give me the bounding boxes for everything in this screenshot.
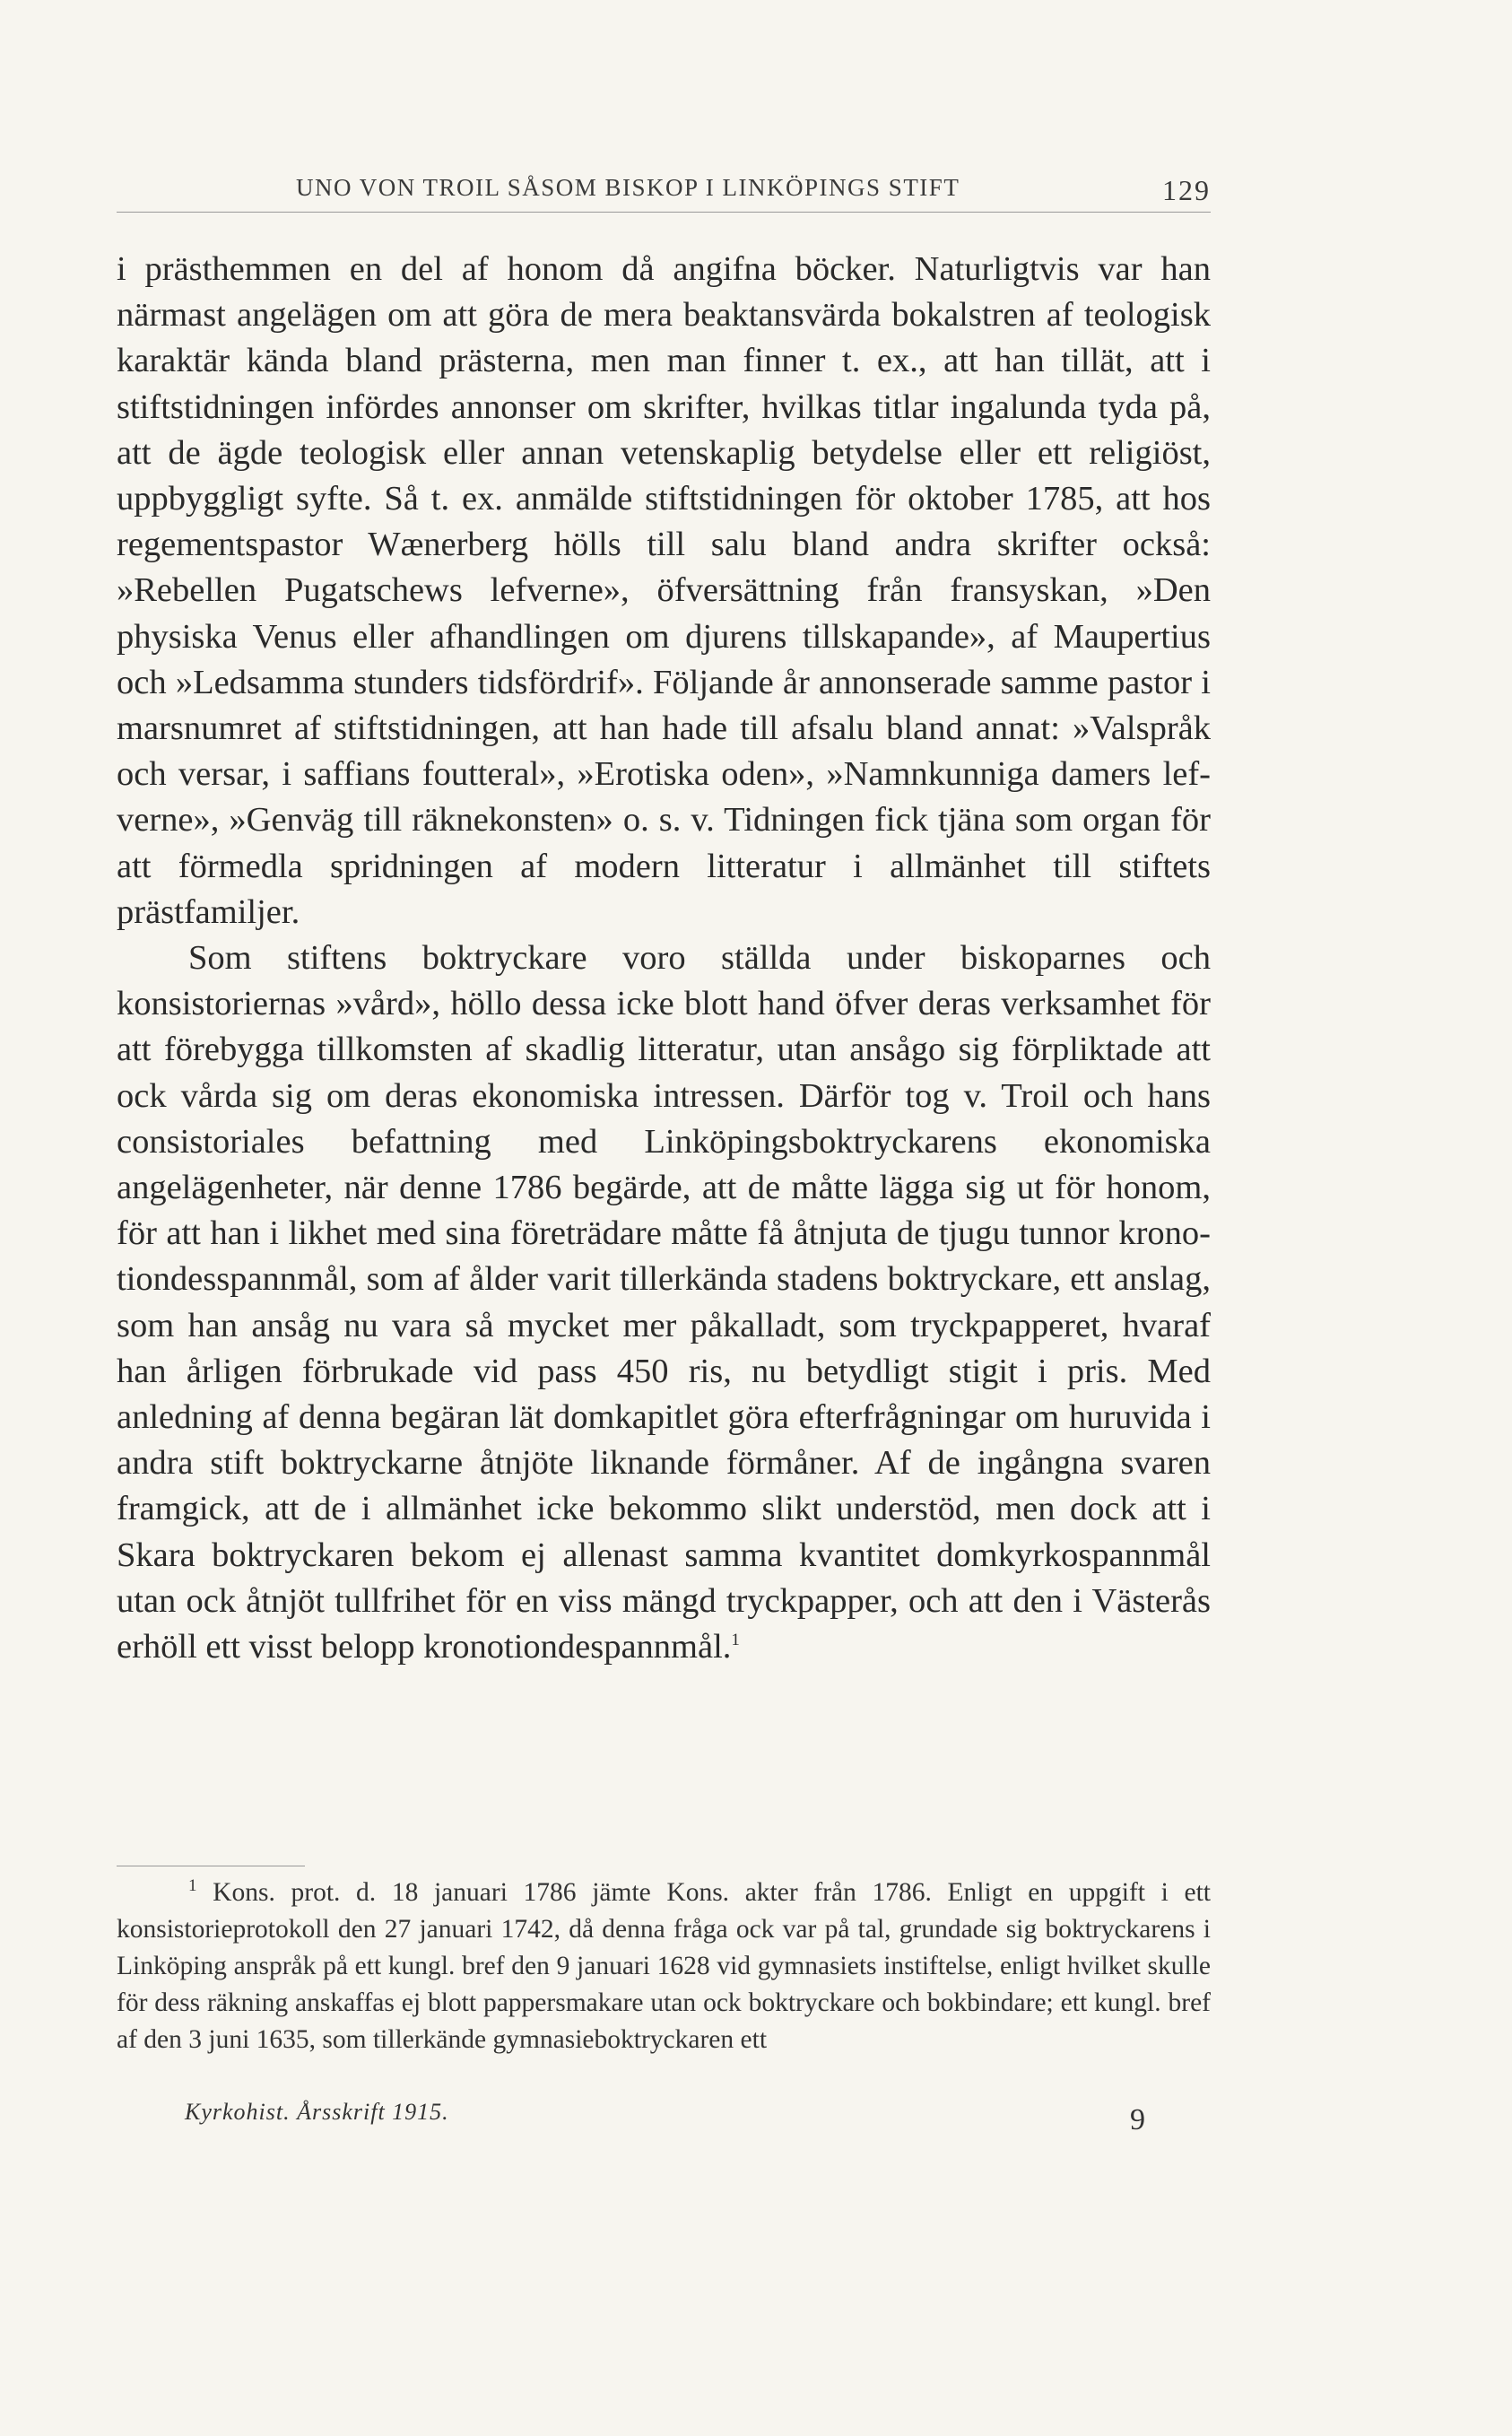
running-title: UNO VON TROIL SÅSOM BISKOP I LINKÖPINGS STIFT [296,174,960,201]
signature-line: Kyrkohist. Årsskrift 1915. [185,2099,449,2125]
paragraph-2-text: Som stiftens boktryckare voro ställda under biskoparnes och konsistoriernas »vård», höllo dessa icke blott hand öfver deras verksamhet för att förebygga tillkomsten af skadlig litteratur, utan ansågo sig förpliktade att ock vårda sig om deras ekonomiska intressen. Därför tog v. Troil och hans consistoriales befattning med Linköpingsboktryckarens ekonomiska angelägenheter, när denne 1786 begärde, att de måtte lägga sig ut för honom, för att han i likhet med sina företrädare måtte få åtnjuta de tjugu tunnor kronotiondesspannmål, som af ålder varit tillerkända stadens boktryckare, ett anslag, som han ansåg nu vara så mycket mer påkalladt, som tryckpapperet, hvaraf han årligen förbrukade vid pass 450 ris, nu betydligt stigit i pris. Med anledning af denna begäran lät domkapitlet göra efterfrågningar om huruvida i andra stift boktryckarne åtnjöte liknande förmåner. Af de ingångna svaren framgick, att de i allmänhet icke bekommo slikt understöd, men dock att i Skara boktryckaren bekom ej allenast samma kvantitet domkyrkospannmål utan ock åtnjöt tullfrihet för en viss mängd tryckpapper, och att den i Västerås erhöll ett visst belopp kronotiondespannmål. [117,939,1211,1666]
running-head [117,174,1211,210]
paragraph-2 [117,935,1211,1670]
page-number: 129 [1162,174,1211,206]
header-rule [117,212,1211,213]
footnote [117,1875,1211,2058]
footnote-paragraph [117,1875,1211,2058]
signature-mark: 9 [1130,2103,1145,2136]
footnote-reference: 1 [731,1631,740,1650]
footnote-mark: 1 [188,1876,197,1896]
footnote-text: Kons. prot. d. 18 januari 1786 jämte Kons. akter från 1786. Enligt en uppgift i ett konsistorieprotokoll den 27 januari 1742, då denna fråga ock var på tal, grundade sig boktryckarens i Linköping anspråk på ett kungl. bref den 9 januari 1628 vid gymnasiets instiftelse, enligt hvilket skulle för dess räkning anskaffas ej blott pappersmakare utan ock boktryckare och bokbindare; ett kungl. bref af den 3 juni 1635, som tillerkände gymnasieboktryckaren ett [117,1878,1211,2054]
paragraph-1: i prästhemmen en del af honom då angifna böcker. Naturligtvis var han närmast angelägen om att göra de mera beaktansvärda bokalstren af teologisk karaktär kända bland prästerna, men man finner t. ex., att han tillät, att i stiftstidningen infördes annonser om skrifter, hvilkas titlar ingalunda tyda på, att de ägde teologisk eller annan vetenskaplig betydelse eller ett religiöst, uppbyggligt syfte. Så t. ex. anmälde stiftstidningen för oktober 1785, att hos regementspastor Wænerberg hölls till salu bland andra skrifter också: »Rebellen Pugatschews lefverne», öfversättning från fransyskan, »Den physiska Venus eller afhandlingen om djurens tillskapande», af Maupertius och »Ledsamma stunders tidsfördrif». Följande år annonserade samme pastor i marsnumret af stiftstidningen, att han hade till afsalu bland annat: »Valspråk och versar, i saffians foutteral», »Erotiska oden», »Namnkunniga damers lefverne», »Genväg till räknekonsten» o. s. v. Tidningen fick tjäna som organ för att förmedla spridningen af modern litteratur i allmänhet till stiftets prästfamiljer. [117,250,1211,931]
main-text [117,247,1211,1670]
